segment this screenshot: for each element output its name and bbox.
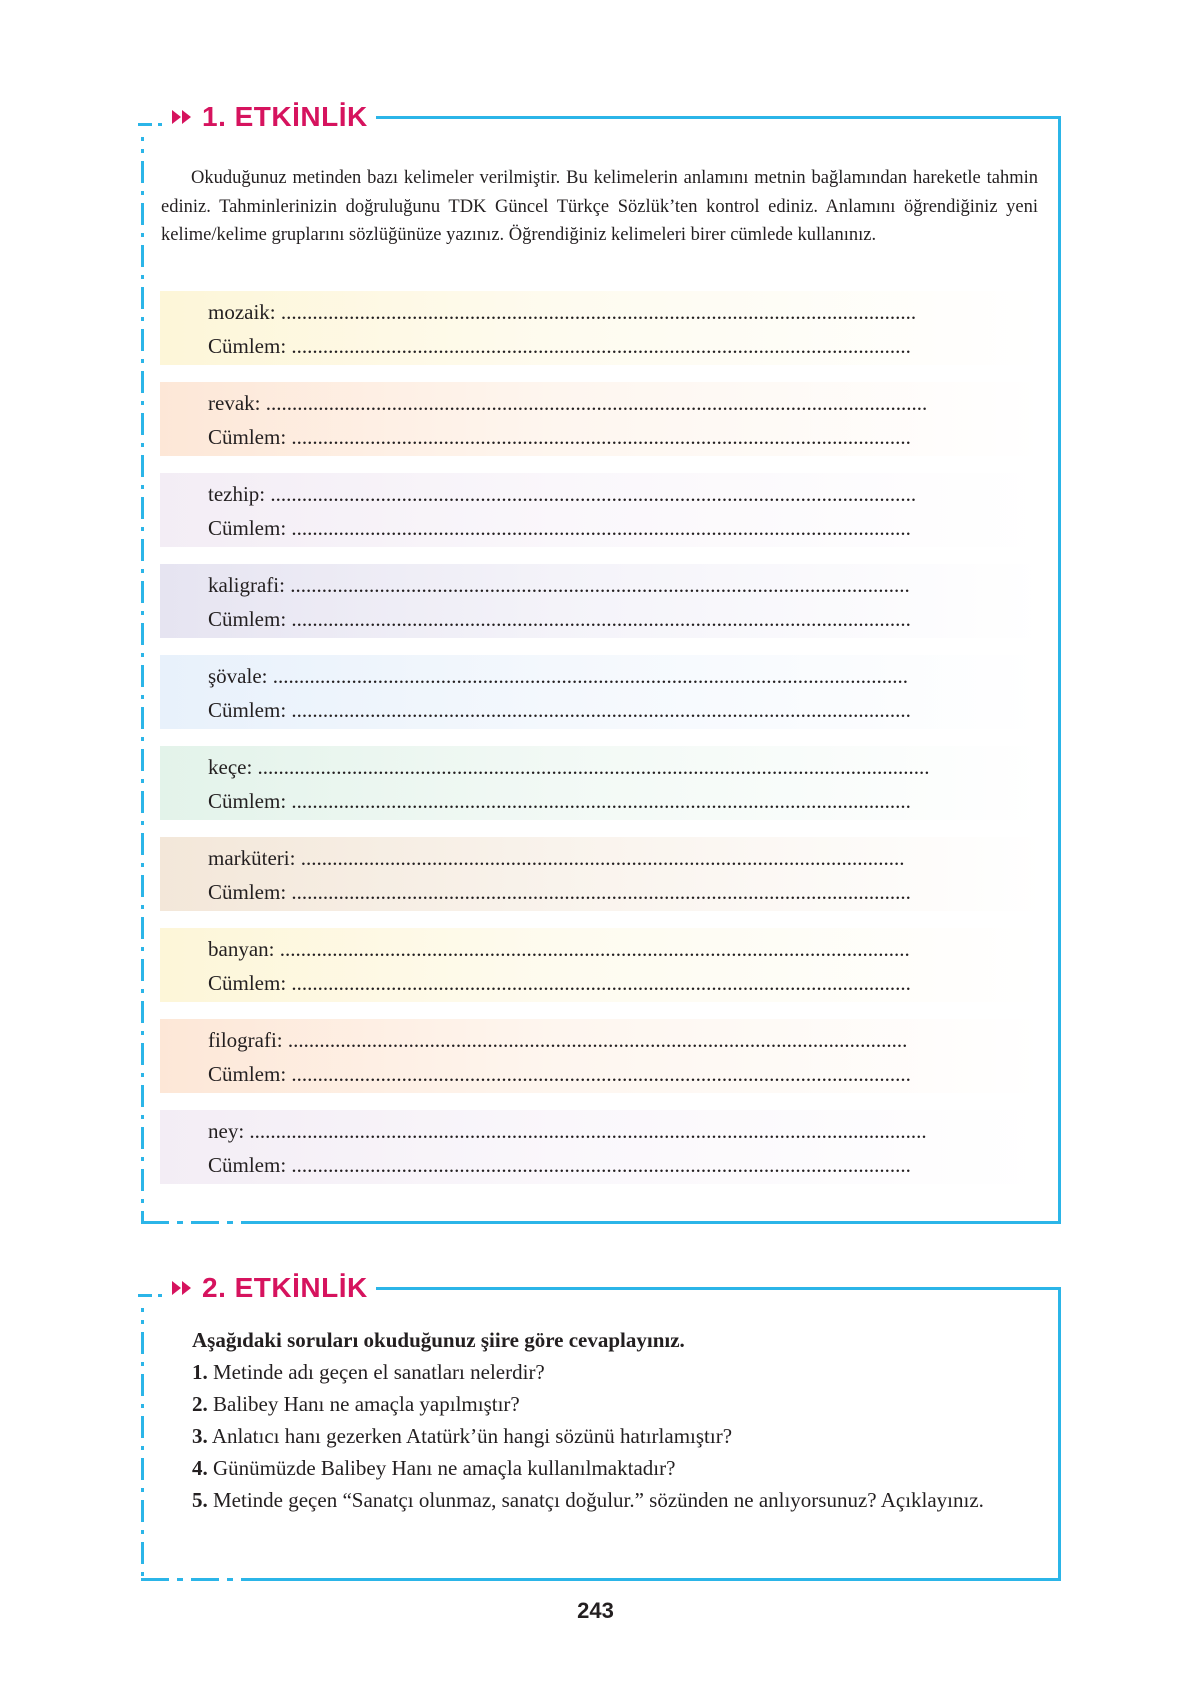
vocab-word: revak: [208,391,261,415]
activity-2-instruction: Aşağıdaki soruları okuduğunuz şiire göre cevaplayınız. [192,1328,685,1352]
sentence-label: Cümlem: [208,1062,287,1086]
sentence-blank[interactable]: ...................................................................................................................... [291,971,911,995]
vocab-word: tezhip: [208,482,266,506]
answer-blank[interactable]: ................................................................................................................... [300,846,905,870]
double-arrow-icon [172,1281,192,1295]
dashed-border-left [141,1290,144,1578]
vocab-row-sovale [160,655,1043,729]
answer-blank[interactable]: ................................................................................................................................. [249,1119,927,1143]
answer-blank[interactable]: .............................................................................................................................. [265,391,928,415]
sentence-blank[interactable]: ...................................................................................................................... [291,516,911,540]
vocab-word: ney: [208,1119,245,1143]
answer-blank[interactable]: ........................................................................................................................... [270,482,917,506]
sentence-label: Cümlem: [208,425,287,449]
activity-1-header [138,97,376,137]
vocab-row-kece [160,746,1043,820]
answer-blank[interactable]: ................................................................................................................................ [257,755,930,779]
question-item: 4. Günümüzde Balibey Hanı ne amaçla kullanılmaktadır? [192,1456,676,1480]
vocab-word: marküteri: [208,846,296,870]
vocab-word: mozaik: [208,300,276,324]
answer-blank[interactable]: ...................................................................................................................... [290,573,910,597]
sentence-blank[interactable]: ...................................................................................................................... [291,334,911,358]
vocab-word: keçe: [208,755,253,779]
activity-1-title: 1. ETKİNLİK [202,101,368,132]
sentence-label: Cümlem: [208,971,287,995]
vocab-word: şövale: [208,664,268,688]
activity-2-header [138,1268,376,1308]
sentence-label: Cümlem: [208,516,287,540]
question-item: 1. Metinde adı geçen el sanatları nelerdir? [192,1360,545,1384]
answer-blank[interactable]: ......................................................................................................................... [272,664,908,688]
answer-blank[interactable]: ...................................................................................................................... [287,1028,908,1052]
vocab-row-kaligrafi [160,564,1043,638]
vocab-word: banyan: [208,937,275,961]
activity-2-title: 2. ETKİNLİK [202,1272,368,1303]
dashed-border-left [141,119,144,1221]
vocab-word: filografi: [208,1028,283,1052]
activity-1-instructions: Okuduğunuz metinden bazı kelimeler verilmiştir. Bu kelimelerin anlamını metnin bağlamından hareketle tahmin ediniz. Tahminlerinizin doğruluğunu TDK Güncel Türkçe Sözlük’ten kontrol ediniz. Anlamını öğrendiğiniz yeni kelime/kelime gruplarını sözlüğünüze yazınız. Öğrendiğiniz kelimeleri birer cümlede kullanınız. [161,168,1038,245]
answer-blank[interactable]: ......................................................................................................................... [280,300,917,324]
dashed-border-bottom [141,1221,253,1224]
sentence-blank[interactable]: ...................................................................................................................... [291,880,911,904]
vocab-row-banyan [160,928,1043,1002]
sentence-label: Cümlem: [208,880,287,904]
double-arrow-icon [172,110,192,124]
sentence-blank[interactable]: ...................................................................................................................... [291,425,911,449]
vocab-row-tezhip [160,473,1043,547]
sentence-label: Cümlem: [208,698,287,722]
question-item: 3. Anlatıcı hanı gezerken Atatürk’ün hangi sözünü hatırlamıştır? [192,1424,733,1448]
sentence-blank[interactable]: ...................................................................................................................... [291,789,911,813]
page-number: 243 [577,1598,614,1623]
question-item: 5. Metinde geçen “Sanatçı olunmaz, sanatçı doğulur.” sözünden ne anlıyorsunuz? Açıklayınız. [192,1488,984,1512]
vocabulary-list [160,291,1043,1201]
vocab-row-revak [160,382,1043,456]
question-item: 2. Balibey Hanı ne amaçla yapılmıştır? [192,1392,520,1416]
vocab-row-markuteri [160,837,1043,911]
vocab-word: kaligrafi: [208,573,285,597]
answer-blank[interactable]: ........................................................................................................................ [279,937,910,961]
activity-2-box [144,1272,1061,1581]
sentence-label: Cümlem: [208,334,287,358]
sentence-blank[interactable]: ...................................................................................................................... [291,607,911,631]
dashed-border-bottom [141,1578,253,1581]
vocab-row-ney [160,1110,1043,1184]
vocab-row-mozaik [160,291,1043,365]
activity-1-box [144,101,1061,1224]
sentence-blank[interactable]: ...................................................................................................................... [291,698,911,722]
sentence-label: Cümlem: [208,789,287,813]
question-list [192,1324,1042,1516]
sentence-blank[interactable]: ...................................................................................................................... [291,1153,911,1177]
sentence-blank[interactable]: ...................................................................................................................... [291,1062,911,1086]
vocab-row-filografi [160,1019,1043,1093]
sentence-label: Cümlem: [208,1153,287,1177]
sentence-label: Cümlem: [208,607,287,631]
